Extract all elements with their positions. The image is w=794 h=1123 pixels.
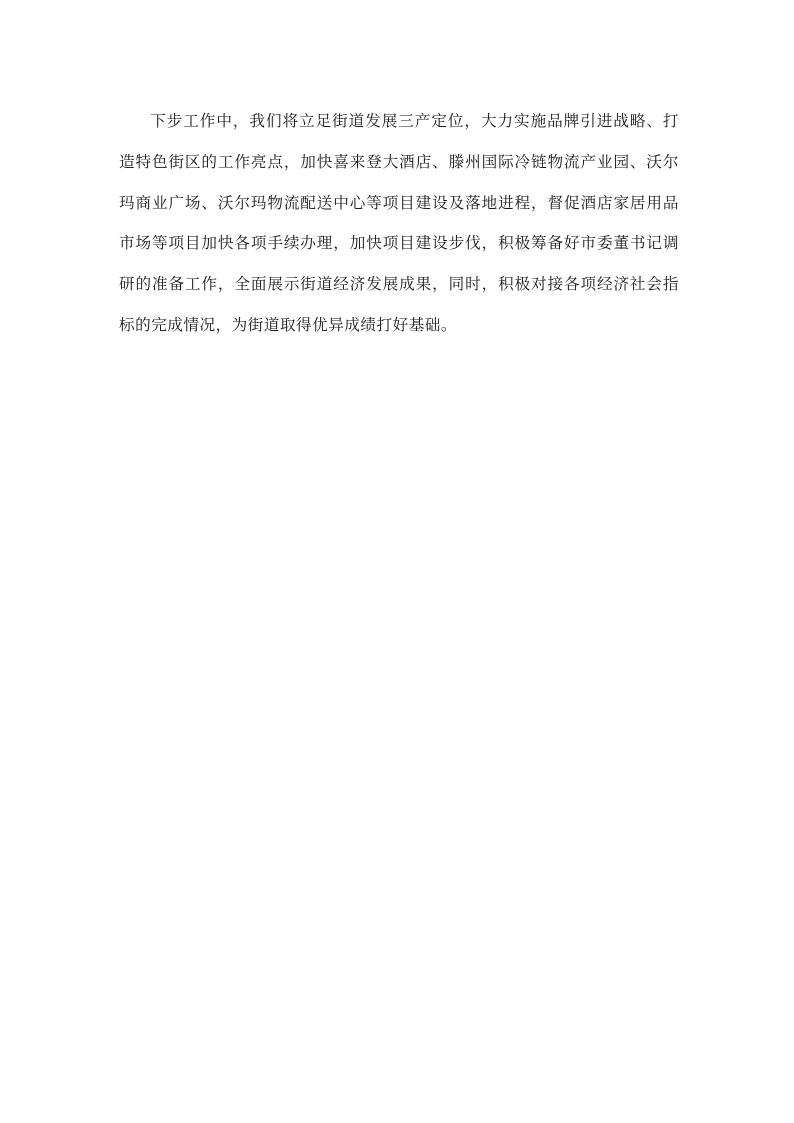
body-paragraph: 下步工作中，我们将立足街道发展三产定位，大力实施品牌引进战略、打造特色街区的工作亮点，加快喜来登大酒店、滕州国际冷链物流产业园、沃尔玛商业广场、沃尔玛物流配送中心等项目建设及落地进程，督促酒店家居用品市场等项目加快各项手续办理，加快项目建设步伐，积极筹备好市委董书记调研的准备工作，全面展示街道经济发展成果，同时，积极对接各项经济社会指标的完成情况，为街道取得优异成绩打好基础。 — [119, 112, 679, 334]
